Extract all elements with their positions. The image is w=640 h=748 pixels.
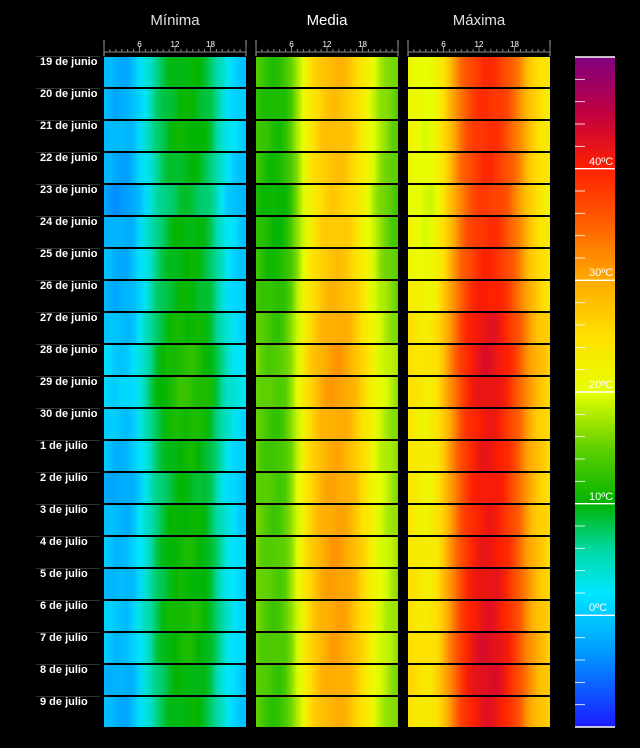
date-label: 27 de junio	[40, 312, 98, 324]
heatmap-row-media	[256, 185, 398, 215]
date-label: 9 de julio	[40, 696, 88, 708]
heatmap-row-maxima	[408, 345, 550, 375]
heatmap-row-maxima	[408, 601, 550, 631]
heatmap-row-maxima	[408, 633, 550, 663]
heatmap-row-minima	[104, 697, 246, 727]
heatmap-row-maxima	[408, 665, 550, 695]
heatmap-row-minima	[104, 153, 246, 183]
heatmap-row-media	[256, 121, 398, 151]
colorbar-label: 40ºC	[589, 155, 614, 168]
heatmap-row-maxima	[408, 57, 550, 87]
date-label: 25 de junio	[40, 248, 98, 260]
date-label: 3 de julio	[40, 504, 88, 516]
heatmap-row-minima	[104, 441, 246, 471]
heatmap-row-maxima	[408, 249, 550, 279]
heatmap-row-maxima	[408, 441, 550, 471]
heatmap-row-minima	[104, 505, 246, 535]
x-tick-label-media: 12	[322, 40, 332, 49]
heatmap-row-media	[256, 537, 398, 567]
heatmap-row-media	[256, 57, 398, 87]
heatmap-row-minima	[104, 409, 246, 439]
date-label: 30 de junio	[40, 408, 98, 420]
date-label: 1 de julio	[40, 440, 88, 452]
panel-title-media: Media	[306, 12, 348, 29]
heatmap-row-maxima	[408, 697, 550, 727]
heatmap-row-media	[256, 153, 398, 183]
heatmap-row-minima	[104, 121, 246, 151]
x-tick-label-maxima: 18	[510, 40, 519, 49]
panel-title-maxima: Máxima	[452, 12, 506, 29]
heatmap-row-media	[256, 441, 398, 471]
date-label: 26 de junio	[40, 280, 98, 292]
heatmap-row-media	[256, 345, 398, 375]
heatmap-row-maxima	[408, 473, 550, 503]
date-label: 22 de junio	[40, 152, 98, 164]
heatmap-row-maxima	[408, 409, 550, 439]
heatmap-row-maxima	[408, 185, 550, 215]
heatmap-row-minima	[104, 377, 246, 407]
heatmap-row-media	[256, 633, 398, 663]
heatmap-row-media	[256, 505, 398, 535]
heatmap-row-maxima	[408, 281, 550, 311]
colorbar-label: 20ºC	[589, 379, 614, 391]
heatmap-panels	[36, 40, 550, 727]
colorbar-label: 10ºC	[589, 490, 614, 503]
heatmap-row-media	[256, 249, 398, 279]
x-tick-label-media: 6	[289, 40, 294, 49]
x-tick-label-media: 18	[358, 40, 367, 49]
colorbar-label: 30ºC	[589, 267, 614, 280]
heatmap-row-maxima	[408, 217, 550, 247]
date-label: 2 de julio	[40, 472, 88, 484]
heatmap-row-media	[256, 473, 398, 503]
heatmap-row-minima	[104, 569, 246, 599]
heatmap-row-maxima	[408, 153, 550, 183]
heatmap-row-media	[256, 313, 398, 343]
heatmap-row-minima	[104, 57, 246, 87]
heatmap-row-media	[256, 569, 398, 599]
heatmap-row-maxima	[408, 377, 550, 407]
date-label: 5 de julio	[40, 568, 88, 580]
x-tick-label-maxima: 6	[441, 40, 446, 49]
heatmap-row-media	[256, 89, 398, 119]
date-label: 24 de junio	[40, 216, 98, 228]
x-tick-label-minima: 18	[206, 40, 215, 49]
date-label: 23 de junio	[40, 184, 98, 196]
heatmap-row-media	[256, 409, 398, 439]
date-label: 4 de julio	[40, 536, 88, 548]
heatmap-row-maxima	[408, 89, 550, 119]
date-label: 7 de julio	[40, 632, 88, 644]
heatmap-row-media	[256, 665, 398, 695]
colorbar-label: 0ºC	[589, 602, 608, 615]
heatmap-row-minima	[104, 633, 246, 663]
date-label: 6 de julio	[40, 600, 88, 612]
heatmap-row-minima	[104, 665, 246, 695]
date-label: 8 de julio	[40, 664, 88, 676]
heatmap-row-minima	[104, 89, 246, 119]
heatmap-row-maxima	[408, 537, 550, 567]
heatmap-row-minima	[104, 185, 246, 215]
heatmap-row-minima	[104, 345, 246, 375]
panel-title-minima: Mínima	[150, 12, 200, 29]
x-tick-label-maxima: 12	[474, 40, 484, 49]
heatmap-row-maxima	[408, 505, 550, 535]
heatmap-row-media	[256, 217, 398, 247]
x-tick-label-minima: 6	[137, 40, 142, 49]
date-label: 28 de junio	[40, 344, 98, 356]
heatmap-row-maxima	[408, 569, 550, 599]
heatmap-row-minima	[104, 249, 246, 279]
x-tick-label-minima: 12	[170, 40, 180, 49]
date-label: 21 de junio	[40, 120, 98, 132]
heatmap-row-minima	[104, 473, 246, 503]
heatmap-row-minima	[104, 217, 246, 247]
heatmap-row-minima	[104, 281, 246, 311]
heatmap-row-media	[256, 697, 398, 727]
heatmap-row-media	[256, 281, 398, 311]
heatmap-row-minima	[104, 537, 246, 567]
heatmap-row-media	[256, 601, 398, 631]
date-label: 20 de junio	[40, 88, 98, 100]
date-label: 19 de junio	[40, 56, 98, 68]
heatmap-row-minima	[104, 313, 246, 343]
heatmap-row-maxima	[408, 121, 550, 151]
heatmap-row-media	[256, 377, 398, 407]
heatmap-row-minima	[104, 601, 246, 631]
heatmap-row-maxima	[408, 313, 550, 343]
date-label: 29 de junio	[40, 376, 98, 388]
